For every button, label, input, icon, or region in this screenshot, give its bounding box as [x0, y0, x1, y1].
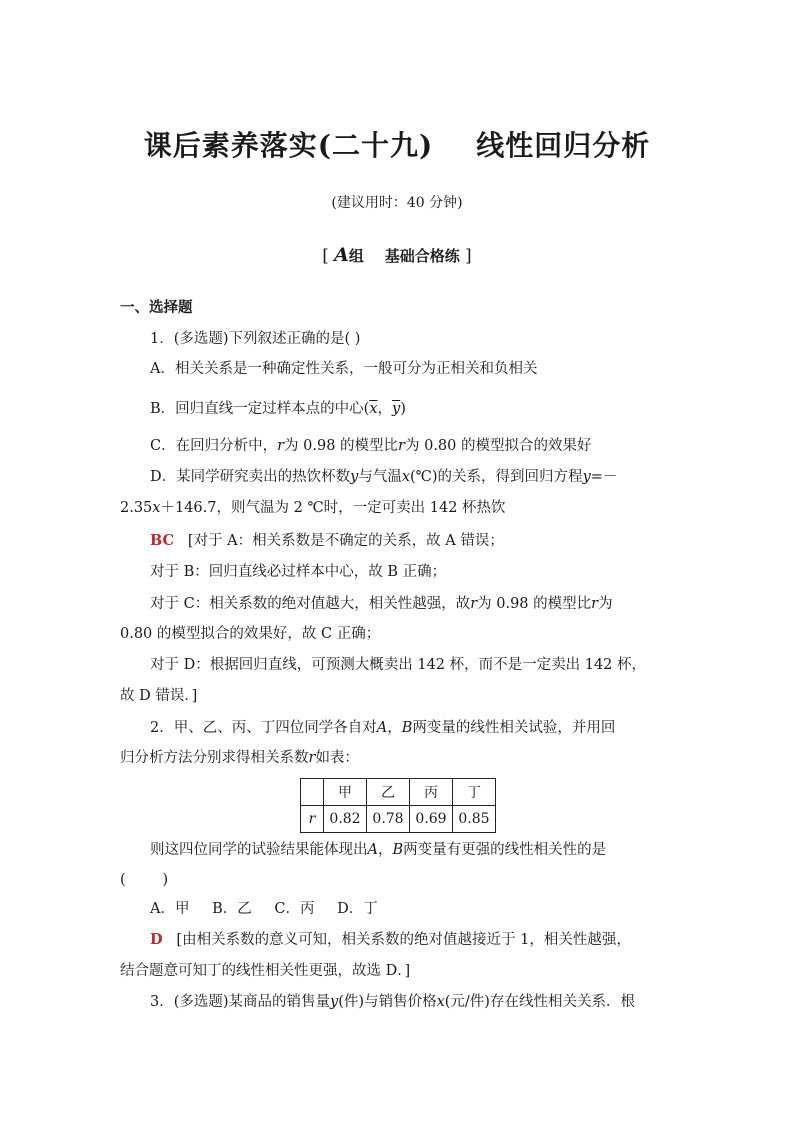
q2-s3-a: A	[367, 842, 378, 858]
q2-option-a: A．甲	[150, 901, 190, 917]
q1-option-c	[150, 436, 676, 456]
q3-s1-y: y	[330, 994, 339, 1010]
q2-s1-b: B	[401, 720, 413, 736]
q1-d-x: x	[401, 469, 411, 485]
q1-d-end: =－	[590, 469, 618, 485]
q2-s3-post: 两变量有更强的线性相关性的是	[403, 842, 607, 858]
table-cell: 0.85	[453, 806, 496, 833]
q1-d2-text: 2.35	[120, 500, 153, 516]
q1-b-xbar: $\overline{x}$	[369, 401, 378, 417]
q1-exp-3a: 对于 C：相关系数的绝对值越大，相关性越强，故	[150, 596, 471, 612]
group-label: 组 基础合格练	[348, 247, 460, 265]
table-cell: 0.69	[410, 806, 453, 833]
q1-option-d-line2	[120, 498, 676, 518]
q2-stem-line3	[150, 840, 676, 860]
q1-c-r2: r	[398, 438, 405, 454]
table-header-cell: 甲	[324, 779, 367, 806]
q2-s2-post: 如表：	[315, 750, 359, 766]
q3-s1-mid: (件)与销售价格	[338, 994, 437, 1010]
q2-stem-line2	[120, 748, 676, 768]
q1-d2-x: x	[152, 500, 161, 516]
q1-c-r1: r	[277, 438, 285, 454]
q1-explanation-3	[150, 594, 676, 614]
q1-explanation-1	[150, 531, 676, 551]
table-cell: 0.78	[367, 806, 410, 833]
q3-stem-line1	[150, 992, 676, 1012]
time-suggestion: (建议用时：40 分钟)	[331, 195, 463, 211]
table-header-row	[301, 779, 496, 806]
q1-d-mid: 与气温	[358, 469, 402, 485]
group-bracket-open: [	[322, 246, 329, 266]
page-title: 课后素养落实(二十九) 线性回归分析	[143, 129, 651, 162]
q1-explanation-4: 0.80 的模型拟合的效果好，故 C 正确；	[120, 626, 381, 642]
q2-s1-a: A	[376, 720, 388, 736]
q1-d-y: y	[350, 469, 359, 485]
q1-option-d-line1	[150, 467, 676, 487]
q1-exp-3-r2: r	[591, 596, 599, 612]
table-row-label: r	[301, 806, 324, 833]
table-header-cell: 丁	[453, 779, 496, 806]
q2-s2-text: 归分析方法分别求得相关系数	[120, 750, 309, 766]
correlation-table	[300, 778, 496, 833]
q1-option-a: A．相关关系是一种确定性关系，一般可分为正相关和负相关	[150, 361, 538, 377]
q1-c-mid: 为 0.98 的模型比	[284, 438, 399, 454]
q3-s1-text: 3．(多选题)某商品的销售量	[150, 994, 331, 1010]
q2-explanation-2: 结合题意可知丁的线性相关性更强，故选 D．]	[120, 963, 411, 979]
q2-option-b: B．乙	[212, 901, 252, 917]
q1-exp-3c: 为	[598, 596, 613, 612]
q1-exp-1: [对于 A：相关系数是不确定的关系，故 A 错误；	[187, 533, 504, 549]
q1-stem: 1．(多选题)下列叙述正确的是( )	[150, 331, 361, 347]
q1-explanation-5: 对于 D：根据回归直线，可预测大概卖出 142 杯，而不是一定卖出 142 杯，	[150, 657, 647, 673]
q3-s1-post: (元/件)存在线性相关关系．根	[444, 994, 635, 1010]
q1-b-text: B．回归直线一定过样本点的中心(	[150, 401, 370, 417]
q2-option-c: C．丙	[274, 901, 315, 917]
q2-s1-sep: ，	[387, 720, 402, 736]
q1-option-b	[150, 399, 676, 419]
group-letter: A	[334, 244, 349, 266]
group-heading	[0, 244, 794, 266]
table-header-cell: 乙	[367, 779, 410, 806]
q1-c-post: 为 0.80 的模型拟合的效果好	[404, 438, 592, 454]
group-bracket-close: ]	[465, 246, 472, 266]
q2-s1-post: 两变量的线性相关试验，并用回	[412, 720, 616, 736]
q1-exp-3b: 为 0.98 的模型比	[477, 596, 592, 612]
q2-s2-r: r	[308, 750, 316, 766]
q1-answer: BC	[150, 532, 175, 549]
q1-d2-post: ＋146.7，则气温为 2 ℃时，一定可卖出 142 杯热饮	[160, 500, 506, 516]
q1-b-ybar: $\overline{y}$	[392, 401, 401, 417]
table-row	[301, 806, 496, 833]
q3-s1-x: x	[436, 994, 445, 1010]
q1-d-text: D．某同学研究卖出的热饮杯数	[150, 469, 351, 485]
q2-s3-text: 则这四位同学的试验结果能体现出	[150, 842, 368, 858]
table-cell: 0.82	[324, 806, 367, 833]
q2-explanation-1	[150, 930, 676, 950]
q2-exp-1: [由相关系数的意义可知，相关系数的绝对值越接近于 1，相关性越强，	[176, 932, 631, 948]
q2-option-d: D．丁	[337, 901, 378, 917]
q2-s3-b: B	[392, 842, 404, 858]
q1-explanation-2: 对于 B：回归直线必过样本中心，故 B 正确；	[150, 564, 447, 580]
q1-d-yhat: y	[582, 469, 591, 485]
q1-c-text: C．在回归分析中，	[150, 438, 278, 454]
table-corner-cell	[301, 779, 324, 806]
q1-b-sep: ，	[377, 401, 392, 417]
q1-b-close: )	[400, 401, 406, 417]
q2-options	[150, 899, 676, 919]
table-header-cell: 丙	[410, 779, 453, 806]
q2-s1-text: 2．甲、乙、丙、丁四位同学各自对	[150, 720, 377, 736]
q1-d-post: (℃)的关系，得到回归方程	[410, 469, 583, 485]
q2-s3-sep: ，	[377, 842, 393, 858]
q2-answer: D	[150, 931, 163, 948]
q2-stem-line1	[150, 718, 676, 738]
q1-exp-3-r1: r	[470, 596, 478, 612]
q1-explanation-6: 故 D 错误．]	[120, 688, 198, 704]
q2-stem-line4: ( )	[120, 872, 169, 888]
section-label: 一、选择题	[120, 299, 193, 316]
